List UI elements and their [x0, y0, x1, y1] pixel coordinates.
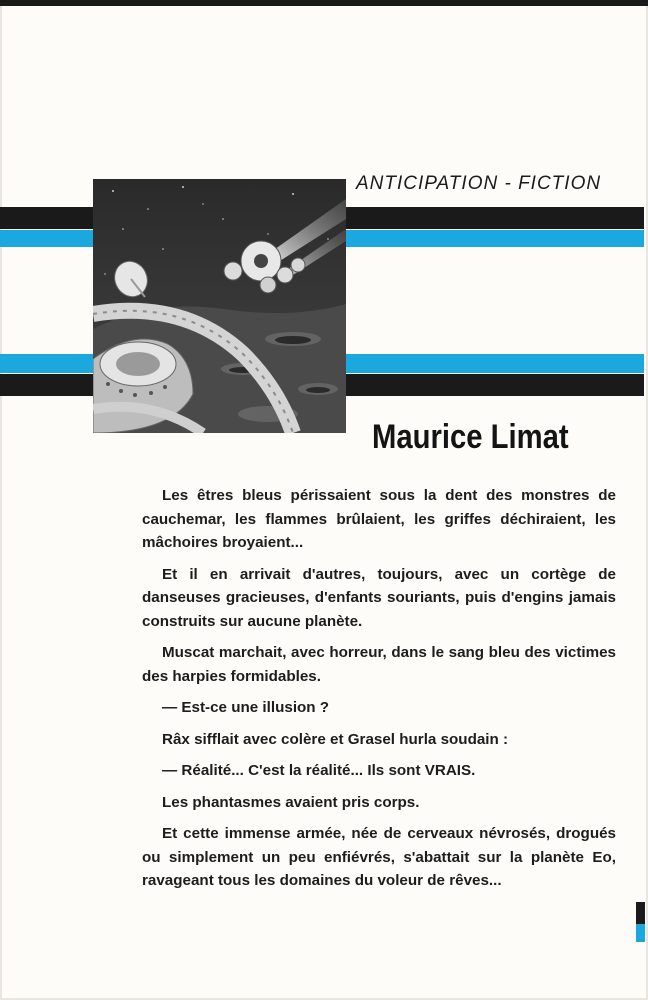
top-edge-line	[0, 0, 648, 6]
blurb-paragraph: Râx sifflait avec colère et Grasel hurla soudain :	[162, 730, 509, 748]
top-black-stripe-left	[0, 207, 95, 229]
top-black-stripe-right	[346, 207, 644, 229]
blurb-paragraph: Muscat marchait, avec horreur, dans le sang bleu des victimes des harpies formidables.	[142, 644, 616, 685]
blurb-paragraph: — Est-ce une illusion ?	[162, 699, 330, 716]
bottom-blue-stripe-right	[346, 354, 644, 373]
blurb-paragraph: Les êtres bleus périssaient sous la dent des monstres de cauchemar, les flammes brûlaient, les griffes déchiraient, les mâchoires broyaient...	[142, 487, 616, 551]
bottom-blue-stripe-left	[0, 354, 95, 373]
top-blue-stripe-right	[346, 230, 644, 247]
series-label: ANTICIPATION - FICTION	[356, 173, 602, 194]
edge-color-mark	[636, 902, 645, 942]
bottom-black-stripe-left	[0, 374, 95, 396]
author-name: Maurice Limat	[372, 418, 569, 456]
blurb-paragraph: Et cette immense armée, née de cerveaux névrosés, drogués ou simplement un peu enfiévrés, s'abattait sur la planète Eo, ravageant tous les domaines du voleur de rêves...	[142, 825, 616, 889]
bottom-black-stripe-right	[346, 374, 644, 396]
top-blue-stripe-left	[0, 230, 95, 247]
blurb-text	[142, 484, 616, 901]
cover-illustration	[93, 179, 346, 433]
blurb-paragraph: Et il en arrivait d'autres, toujours, avec un cortège de danseuses gracieuses, d'enfants souriants, puis d'engins jamais construits sur aucune planète.	[142, 565, 616, 630]
blurb-paragraph: — Réalité... C'est la réalité... Ils sont VRAIS.	[162, 762, 476, 779]
blurb-paragraph: Les phantasmes avaient pris corps.	[162, 793, 420, 811]
